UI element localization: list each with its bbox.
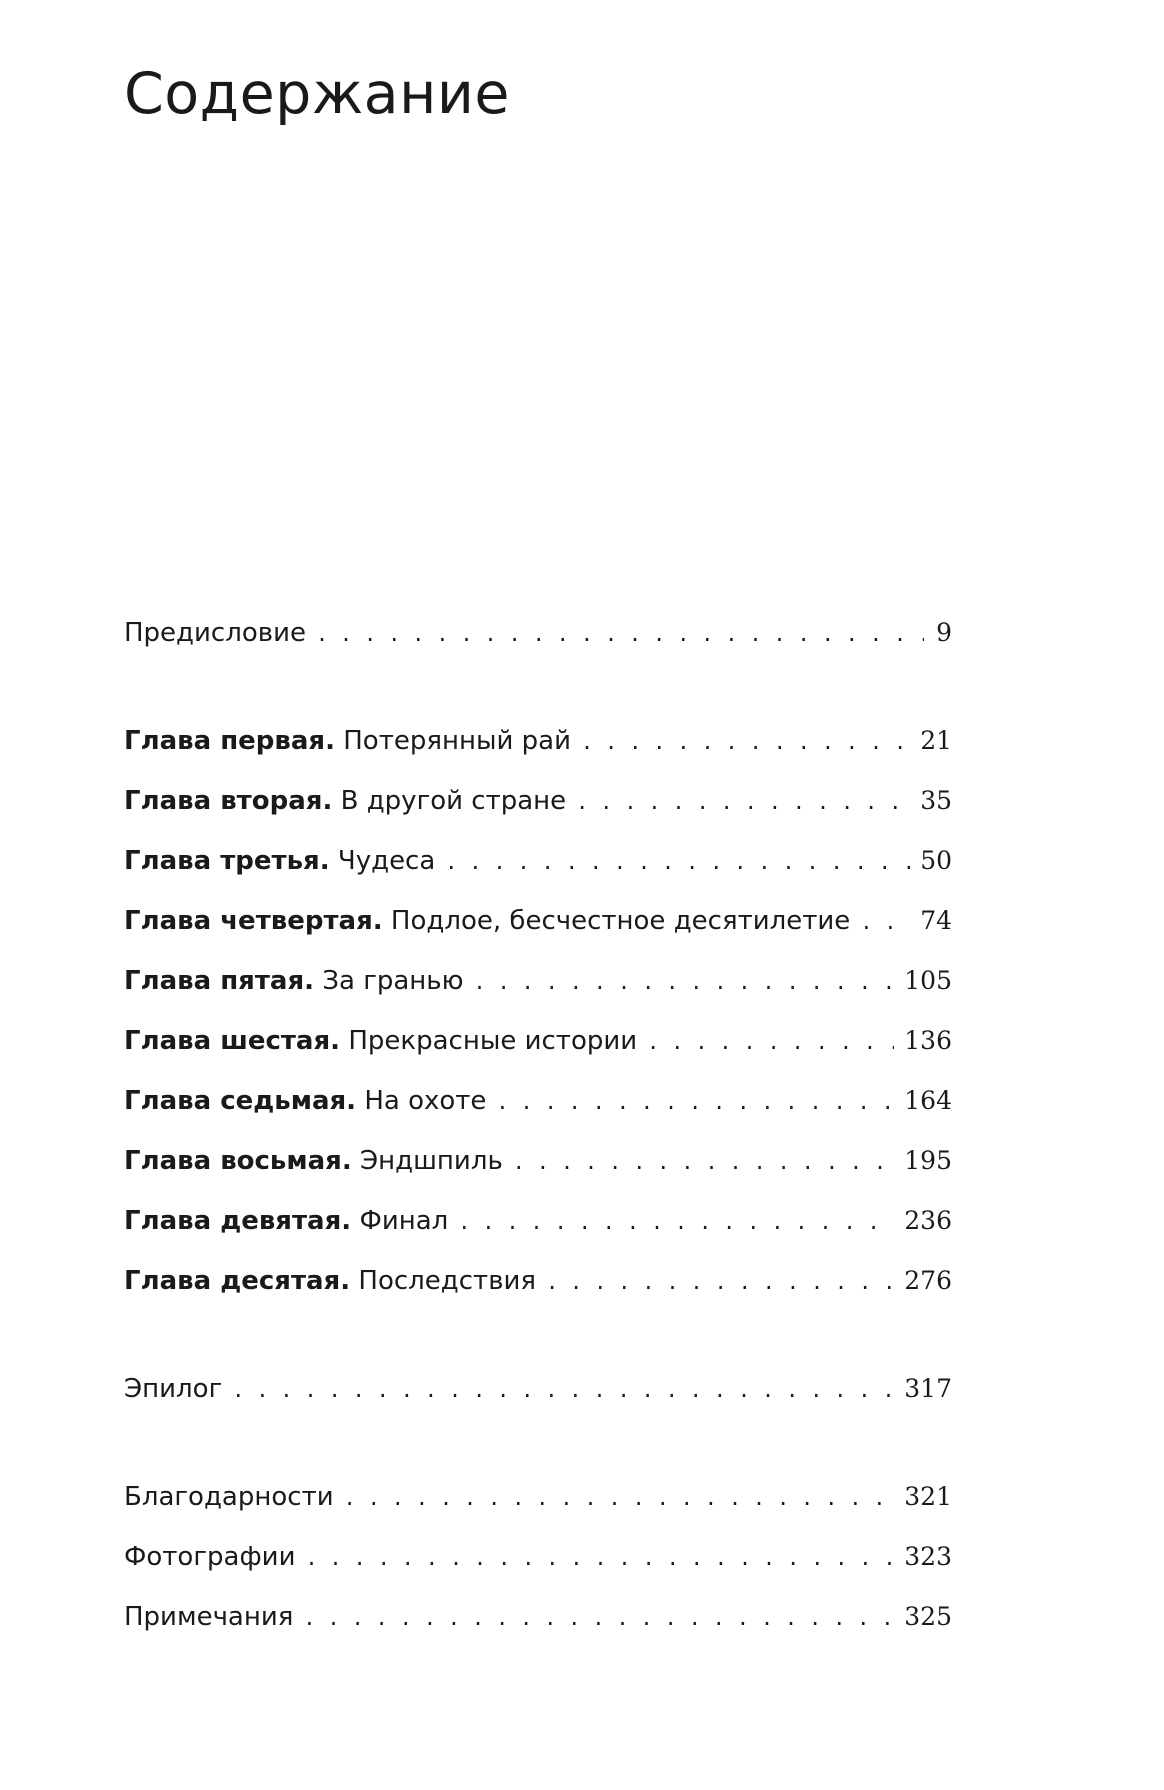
toc-entry-title: Финал [359, 1206, 449, 1236]
toc-entry-chapter-4[interactable] [124, 908, 952, 968]
toc-entry-title: Фотографии [124, 1542, 296, 1572]
toc-group-front-matter [124, 620, 952, 680]
dot-leader [232, 1380, 894, 1400]
toc-entry-chapter-1[interactable] [124, 728, 952, 788]
dot-leader [458, 1212, 894, 1232]
toc-entry-title: Прекрасные истории [348, 1026, 638, 1056]
toc-entry-chapter-label: Глава вторая. [124, 786, 333, 816]
toc-entry-page-number: 195 [904, 1146, 952, 1175]
toc-entry-chapter-label: Глава третья. [124, 846, 330, 876]
dot-leader [581, 732, 910, 752]
toc-entry-title: Подлое, бесчестное десятилетие [390, 906, 851, 936]
toc-group-back-matter [124, 1484, 952, 1664]
toc-entry-chapter-3[interactable] [124, 848, 952, 908]
dot-leader [445, 852, 910, 872]
toc-entry-chapter-5[interactable] [124, 968, 952, 1028]
toc-entry-page-number: 323 [904, 1542, 952, 1571]
toc-entry-title: Чудеса [337, 846, 436, 876]
toc-entry-page-number: 50 [920, 846, 952, 875]
toc-entry-title: Примечания [124, 1602, 294, 1632]
toc-entry-title: Последствия [358, 1266, 537, 1296]
toc-group-epilogue [124, 1376, 952, 1436]
toc-entry-page-number: 236 [904, 1206, 952, 1235]
toc-entry-page-number: 321 [904, 1482, 952, 1511]
toc-entry-title: Эндшпиль [360, 1146, 503, 1176]
toc-group-chapters [124, 728, 952, 1328]
dot-leader [344, 1488, 895, 1508]
toc-entry-chapter-2[interactable] [124, 788, 952, 848]
toc-entry-chapter-label: Глава седьмая. [124, 1086, 357, 1116]
toc-entry-page-number: 35 [920, 786, 952, 815]
toc-entry-chapter-6[interactable] [124, 1028, 952, 1088]
dot-leader [305, 1548, 894, 1568]
toc-entry-preface[interactable] [124, 620, 952, 680]
toc-entry-page-number: 325 [904, 1602, 952, 1631]
toc-entry-chapter-label: Глава девятая. [124, 1206, 352, 1236]
dot-leader [474, 972, 895, 992]
toc-entry-title: Благодарности [124, 1482, 334, 1512]
toc-entry-chapter-7[interactable] [124, 1088, 952, 1148]
toc-entry-page-number: 21 [920, 726, 952, 755]
table-of-contents [124, 620, 952, 1712]
page-title: Содержание [124, 61, 510, 127]
dot-leader [496, 1092, 894, 1112]
dot-leader [316, 624, 924, 644]
dot-leader [303, 1608, 894, 1628]
toc-entry-epilogue[interactable] [124, 1376, 952, 1436]
toc-entry-page-number: 136 [904, 1026, 952, 1055]
toc-entry-chapter-8[interactable] [124, 1148, 952, 1208]
toc-entry-chapter-label: Глава первая. [124, 726, 335, 756]
toc-entry-acknowledgements[interactable] [124, 1484, 952, 1544]
toc-entry-title: Эпилог [124, 1374, 223, 1404]
dot-leader [546, 1272, 894, 1292]
toc-entry-photographs[interactable] [124, 1544, 952, 1604]
toc-entry-page-number: 276 [904, 1266, 952, 1295]
dot-leader [860, 912, 910, 932]
toc-entry-page-number: 317 [904, 1374, 952, 1403]
toc-entry-page-number: 164 [904, 1086, 952, 1115]
toc-entry-chapter-label: Глава восьмая. [124, 1146, 352, 1176]
toc-entry-notes[interactable] [124, 1604, 952, 1664]
toc-entry-title: Потерянный рай [343, 726, 572, 756]
dot-leader [513, 1152, 895, 1172]
toc-entry-title: В другой стране [340, 786, 567, 816]
toc-entry-chapter-label: Глава пятая. [124, 966, 315, 996]
toc-entry-chapter-10[interactable] [124, 1268, 952, 1328]
dot-leader [647, 1032, 894, 1052]
toc-entry-title: Предисловие [124, 618, 306, 648]
toc-entry-chapter-label: Глава шестая. [124, 1026, 341, 1056]
toc-entry-title: На охоте [364, 1086, 487, 1116]
toc-entry-page-number: 74 [920, 906, 952, 935]
toc-entry-chapter-9[interactable] [124, 1208, 952, 1268]
toc-entry-chapter-label: Глава десятая. [124, 1266, 351, 1296]
toc-entry-title: За гранью [322, 966, 464, 996]
toc-entry-chapter-label: Глава четвертая. [124, 906, 383, 936]
dot-leader [576, 792, 910, 812]
toc-entry-page-number: 9 [936, 618, 952, 647]
toc-entry-page-number: 105 [904, 966, 952, 995]
